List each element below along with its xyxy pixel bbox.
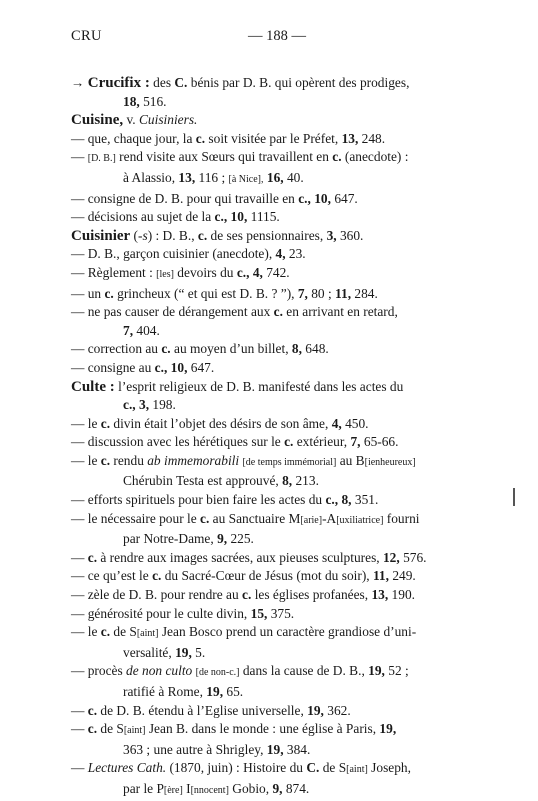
- entry-text: ) : D. B.,: [147, 227, 198, 243]
- entry-text: soit visitée par le Préfet,: [205, 130, 342, 146]
- entry-text: grincheux (“ et qui est D. B. ? ”),: [113, 285, 298, 301]
- index-entry: [71, 702, 481, 721]
- entry-text: 576.: [399, 549, 427, 565]
- index-entry: [71, 567, 481, 586]
- entry-text: rendu: [110, 452, 148, 468]
- volume-ref: 8,: [341, 492, 352, 508]
- entry-continuation: [71, 396, 481, 415]
- entry-text: (-: [130, 227, 143, 243]
- headword: Crucifix :: [87, 75, 150, 91]
- entry-text: 874.: [282, 780, 310, 796]
- entry-text: de S: [319, 760, 347, 776]
- entry-text: —: [71, 702, 88, 718]
- index-entry: [71, 245, 481, 264]
- volume-ref: 19,: [266, 741, 284, 757]
- volume-ref: 13,: [178, 169, 196, 185]
- entry-text: au moyen d’un billet,: [170, 341, 292, 357]
- index-entry: [71, 130, 481, 149]
- entry-text: 742.: [262, 264, 290, 280]
- entry-text: à rendre aux images sacrées, aux pieuses sculptures,: [97, 549, 383, 565]
- index-entries: [71, 74, 481, 801]
- volume-ref: 7,: [350, 434, 361, 450]
- entry-text: les églises profanées,: [251, 587, 372, 603]
- entry-text: 198.: [149, 397, 176, 413]
- index-entry: [71, 264, 481, 285]
- index-entry: [71, 74, 481, 93]
- editorial-note: [uxiliatrice]: [336, 514, 384, 526]
- entry-text: 647.: [187, 359, 215, 375]
- entry-text: — ne pas causer de dérangement aux: [71, 304, 274, 320]
- entry-text: 213.: [292, 473, 319, 489]
- volume-ref: 4,: [331, 415, 342, 431]
- entry-text: bénis par D. B. qui opèrent des prodiges,: [187, 75, 410, 90]
- entry-text: — discussion avec les hérétiques sur le: [71, 434, 285, 450]
- entry-text: — consigne au: [71, 359, 155, 375]
- volume-ref: c.: [195, 130, 206, 146]
- entry-text: —: [71, 760, 88, 776]
- entry-text: 384.: [283, 741, 311, 757]
- entry-text: 248.: [358, 130, 386, 146]
- entry-text: 516.: [139, 93, 167, 109]
- index-entry: [71, 340, 481, 359]
- entry-text: 52 ;: [384, 663, 409, 679]
- italic-text: Cuisiniers.: [138, 112, 198, 128]
- index-entry: [71, 190, 481, 209]
- entry-continuation: [71, 93, 481, 112]
- entry-text: — procès: [71, 663, 127, 679]
- volume-ref: 13,: [341, 130, 359, 146]
- volume-ref: 10,: [170, 359, 188, 375]
- entry-text: (1870, juin) : Histoire du: [166, 760, 307, 776]
- index-entry: [71, 662, 481, 683]
- volume-ref: 9,: [272, 780, 283, 796]
- entry-text: de D. B. étendu à l’Eglise universelle,: [97, 702, 308, 718]
- entry-text: 190.: [388, 587, 415, 603]
- entry-text: 351.: [351, 492, 379, 508]
- volume-ref: c.,: [214, 209, 228, 225]
- volume-ref: c.,: [298, 190, 311, 206]
- entry-text: ratifié à Rome,: [123, 684, 207, 699]
- entry-text: 450.: [341, 415, 369, 431]
- entry-text: — décisions au sujet de la: [71, 209, 215, 225]
- entry-text: — le: [71, 624, 101, 640]
- entry-continuation: [71, 530, 481, 549]
- index-entry: [71, 303, 481, 322]
- index-entry: [71, 415, 481, 434]
- volume-ref: C.: [174, 75, 188, 90]
- volume-ref: c.: [197, 227, 208, 243]
- volume-ref: c.: [284, 434, 294, 450]
- volume-ref: c.,: [236, 264, 250, 280]
- entry-continuation: [71, 780, 481, 801]
- volume-ref: 11,: [372, 568, 389, 584]
- volume-ref: 19,: [307, 702, 324, 718]
- entry-continuation: [71, 741, 481, 760]
- volume-ref: 8,: [282, 473, 293, 489]
- entry-text: à Alassio,: [123, 169, 179, 185]
- index-entry: [71, 433, 481, 452]
- index-entry: [71, 452, 481, 473]
- entry-text: 360.: [336, 227, 364, 243]
- volume-ref: 13,: [371, 587, 389, 603]
- entry-text: 1115.: [247, 209, 280, 225]
- index-entry: [71, 378, 481, 397]
- entry-text: rend visite aux Sœurs qui travaillent en: [115, 149, 333, 165]
- volume-ref: c.: [87, 721, 98, 737]
- entry-text: — Règlement :: [71, 264, 157, 280]
- page-number: — 188 —: [248, 28, 306, 44]
- editorial-note: [de temps immémorial]: [242, 456, 337, 468]
- volume-ref: 16,: [266, 169, 284, 185]
- volume-ref: 15,: [250, 605, 268, 621]
- index-entry: [71, 285, 481, 304]
- entry-text: 362.: [323, 702, 351, 718]
- index-entry: [71, 111, 481, 130]
- running-header: [0, 28, 538, 48]
- volume-ref: 8,: [291, 341, 302, 357]
- entry-text: Gobio,: [228, 780, 273, 796]
- entry-text: des: [149, 75, 175, 90]
- entry-text: 80 ;: [307, 285, 336, 301]
- entry-text: —: [71, 149, 88, 165]
- volume-ref: c.: [100, 452, 111, 468]
- entry-text: divin était l’objet des désirs de son âme,: [110, 415, 332, 431]
- volume-ref: 4,: [275, 246, 286, 262]
- entry-text: 363 ; une autre à Shrigley,: [123, 741, 267, 757]
- volume-ref: c.: [104, 285, 114, 301]
- entry-text: — générosité pour le culte divin,: [71, 605, 251, 621]
- entry-text: -A: [322, 510, 337, 526]
- entry-text: par Notre-Dame,: [123, 531, 218, 547]
- volume-ref: 19,: [379, 721, 397, 737]
- entry-text: 284.: [351, 285, 378, 301]
- headword: Culte :: [71, 378, 115, 395]
- entry-text: 40.: [283, 169, 304, 185]
- index-entry: [71, 491, 481, 510]
- editorial-note: [nnocent]: [190, 784, 229, 796]
- editorial-note: [ienheureux]: [364, 456, 416, 468]
- entry-text: versalité,: [123, 644, 176, 660]
- entry-text: Jean Bosco prend un caractère grandiose d’uni-: [158, 624, 417, 640]
- editorial-note: [aint]: [346, 764, 368, 776]
- volume-ref: c.: [273, 304, 283, 320]
- entry-continuation: [71, 472, 481, 491]
- entry-text: 116 ;: [195, 169, 229, 185]
- entry-text: de ses pensionnaires,: [207, 227, 327, 243]
- entry-text: — efforts spirituels pour bien faire les actes du: [71, 492, 326, 508]
- entry-text: Joseph,: [367, 760, 411, 776]
- volume-ref: 10,: [230, 209, 248, 225]
- entry-text: →: [71, 75, 88, 90]
- italic-text: Lectures Cath.: [87, 760, 167, 776]
- entry-text: devoirs du: [173, 264, 237, 280]
- entry-text: du Sacré-Cœur de Jésus (mot du soir),: [161, 568, 373, 584]
- volume-ref: C.: [306, 760, 320, 776]
- entry-text: au Sanctuaire M: [209, 510, 301, 526]
- margin-mark: [513, 488, 515, 506]
- entry-text: — le: [71, 415, 101, 431]
- editorial-note: [D. B.]: [87, 153, 116, 165]
- editorial-note: [ère]: [163, 784, 183, 796]
- entry-text: 249.: [388, 568, 416, 584]
- entry-continuation: [71, 683, 481, 702]
- entry-text: dans la cause de D. B.,: [239, 663, 369, 679]
- entry-text: 5.: [191, 644, 206, 660]
- volume-ref: 7,: [123, 322, 134, 338]
- italic-text: ab immemorabili: [147, 452, 240, 468]
- entry-text: par le P: [123, 780, 164, 796]
- entry-text: 225.: [227, 531, 254, 547]
- entry-text: au B: [336, 452, 365, 468]
- volume-ref: c.: [332, 149, 342, 165]
- entry-text: 647.: [330, 190, 358, 206]
- index-entry: [71, 148, 481, 169]
- headword: Cuisine,: [71, 112, 124, 129]
- volume-ref: c.: [152, 568, 162, 584]
- entry-text: de S: [97, 721, 124, 737]
- entry-text: — consigne de D. B. pour qui travaille en: [71, 190, 299, 206]
- header-word: CRU: [71, 28, 102, 44]
- entry-text: Chérubin Testa est approuvé,: [123, 473, 283, 489]
- index-entry: [71, 549, 481, 568]
- entry-text: I: [182, 780, 191, 796]
- volume-ref: 9,: [217, 531, 228, 547]
- volume-ref: 11,: [335, 285, 352, 301]
- entry-continuation: [71, 322, 481, 341]
- volume-ref: c.: [87, 549, 98, 565]
- entry-text: 23.: [285, 246, 306, 262]
- volume-ref: c.: [100, 415, 111, 431]
- volume-ref: c.: [161, 341, 171, 357]
- entry-continuation: [71, 644, 481, 663]
- editorial-note: [à Nice],: [228, 173, 264, 185]
- volume-ref: 10,: [314, 190, 331, 206]
- index-entry: [71, 605, 481, 624]
- entry-text: Jean B. dans le monde : une église à Paris,: [145, 721, 380, 737]
- volume-ref: 4,: [252, 264, 263, 280]
- volume-ref: 3,: [326, 227, 337, 243]
- editorial-note: [arie]: [300, 514, 323, 526]
- volume-ref: 19,: [206, 684, 224, 699]
- entry-text: 65.: [223, 684, 244, 699]
- entry-text: — que, chaque jour, la: [71, 130, 196, 146]
- entry-text: — ce qu’est le: [71, 568, 153, 584]
- entry-text: — zèle de D. B. pour rendre au: [71, 587, 243, 603]
- volume-ref: 19,: [175, 644, 192, 660]
- volume-ref: c.,: [123, 397, 136, 413]
- volume-ref: c.: [200, 510, 210, 526]
- entry-text: — le: [71, 452, 101, 468]
- entry-text: en arrivant en retard,: [282, 304, 398, 320]
- index-entry: [71, 586, 481, 605]
- entry-text: — correction au: [71, 341, 162, 357]
- index-entry: [71, 208, 481, 227]
- editorial-note: [de non-c.]: [195, 667, 240, 679]
- entry-text: 648.: [301, 341, 329, 357]
- volume-ref: c.: [87, 702, 98, 718]
- volume-ref: c.,: [325, 492, 339, 508]
- entry-text: 404.: [133, 322, 160, 338]
- entry-text: — le nécessaire pour le: [71, 510, 201, 526]
- volume-ref: 18,: [123, 93, 140, 109]
- entry-text: (anecdote) :: [341, 149, 409, 165]
- entry-text: —: [71, 549, 88, 565]
- editorial-note: [aint]: [123, 725, 146, 737]
- volume-ref: 3,: [139, 397, 150, 413]
- entry-text: fourni: [383, 510, 420, 526]
- editorial-note: [les]: [156, 268, 174, 280]
- volume-ref: 19,: [368, 663, 385, 679]
- entry-text: extérieur,: [293, 434, 351, 450]
- entry-text: de S: [110, 624, 137, 640]
- index-entry: [71, 227, 481, 246]
- volume-ref: c.: [100, 624, 111, 640]
- volume-ref: c.: [242, 587, 252, 603]
- volume-ref: c.,: [154, 359, 168, 375]
- entry-text: — un: [71, 285, 105, 301]
- entry-text: —: [71, 721, 88, 737]
- headword: Cuisinier: [71, 227, 131, 244]
- volume-ref: 7,: [297, 285, 308, 301]
- entry-text: 375.: [267, 605, 295, 621]
- index-entry: [71, 759, 481, 780]
- italic-text: de non culto: [126, 663, 193, 679]
- entry-text: 65-66.: [360, 434, 399, 450]
- index-entry: [71, 359, 481, 378]
- entry-continuation: [71, 169, 481, 190]
- editorial-note: [aint]: [136, 628, 159, 640]
- entry-text: l’esprit religieux de D. B. manifesté dans les actes du: [114, 378, 404, 394]
- volume-ref: 12,: [382, 549, 400, 565]
- entry-text: v.: [123, 112, 139, 128]
- entry-text: — D. B., garçon cuisinier (anecdote),: [71, 246, 276, 262]
- index-entry: [71, 510, 481, 531]
- index-entry: [71, 720, 481, 741]
- italic-text: s: [142, 227, 148, 243]
- index-entry: [71, 623, 481, 644]
